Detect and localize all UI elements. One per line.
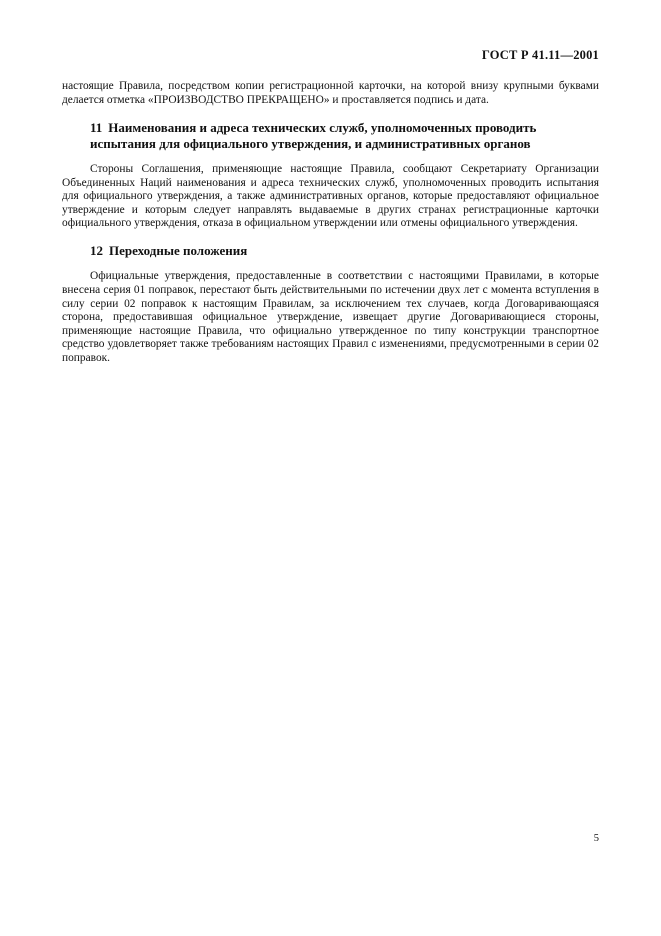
document-header-standard-code: ГОСТ Р 41.11—2001 <box>481 48 599 62</box>
section-11-title: Наименования и адреса технических служб, уполномоченных проводить испытания для официального утверждения, и административных органов <box>90 120 537 151</box>
section-12-body: Официальные утверждения, предоставленные в соответствии с настоящими Правилами, в которые внесена серия 01 поправок, перестают быть действительными по истечении двух лет с момента вступления в силу серии 02 поправок к настоящим Правилам, за исключением тех случаев, когда Договаривающаяся сторона, предоставившая официальное утверждение, извещает другие Договаривающиеся стороны, применяющие настоящие Правила, что официально утвержденное по типу конструкции транспортное средство удовлетворяет также требованиям настоящих Правил с изменениями, предусмотренными в серии 02 поправок. <box>62 270 599 364</box>
section-12 <box>62 243 599 366</box>
section-11-body: Стороны Соглашения, применяющие настоящие Правила, сообщают Секретариату Организации Объединенных Наций наименования и адреса технических служб, уполномоченных проводить испытания для официального утверждения, а также административных органов, которые предоставляют официальное утверждение и которым следует направлять выдаваемые в других странах регистрационные карточки официального утверждения, отказа в официальном утверждении или отмены официального утверждения. <box>62 163 599 230</box>
page-number: 5 <box>593 833 599 844</box>
intro-paragraph: настоящие Правила, посредством копии регистрационной карточки, на которой внизу крупными буквами делается отметка «ПРОИЗВОДСТВО ПРЕКРАЩЕНО» и проставляется подпись и дата. <box>62 80 599 106</box>
page-content <box>62 80 599 366</box>
section-11-number: 11 <box>90 120 103 136</box>
section-12-title: Переходные положения <box>109 242 248 258</box>
section-11 <box>62 120 599 231</box>
section-11-heading <box>62 120 599 151</box>
section-12-heading <box>62 243 599 258</box>
section-12-number: 12 <box>90 242 103 258</box>
